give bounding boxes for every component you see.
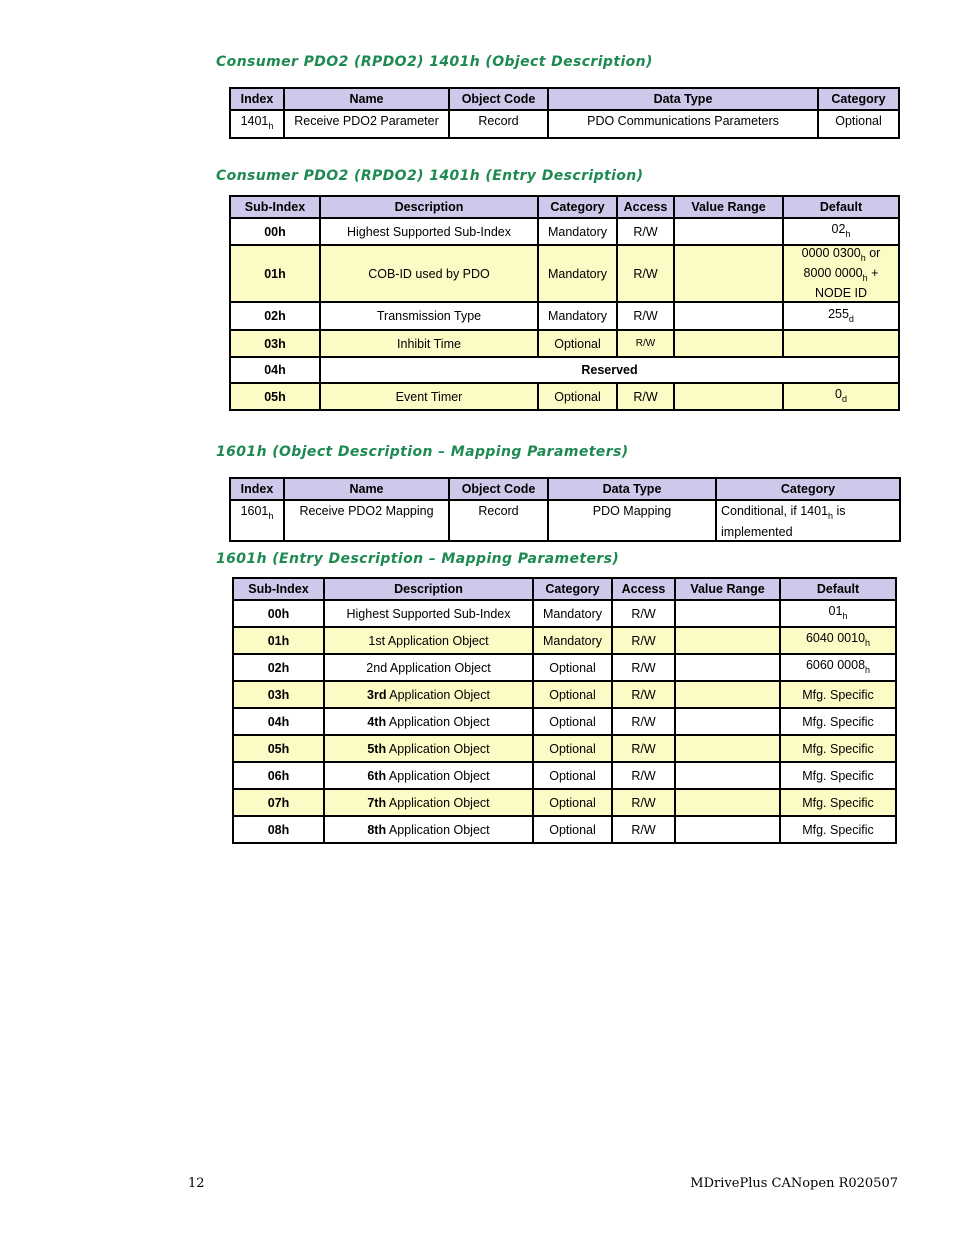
- default-cell: Mfg. Specific: [780, 816, 896, 843]
- data-type-cell: PDO Mapping: [548, 500, 716, 541]
- col-header: Description: [324, 578, 533, 600]
- col-header: Access: [612, 578, 675, 600]
- col-header: Description: [320, 196, 538, 218]
- col-header: Index: [230, 478, 284, 500]
- default-cell: $01_h$: [780, 600, 896, 627]
- col-header: Data Type: [548, 88, 818, 110]
- table-row: [230, 218, 899, 245]
- table-row: [230, 383, 899, 410]
- default-cell: Mfg. Specific: [780, 789, 896, 816]
- description-cell: 4th Application Object: [324, 708, 533, 735]
- value-range-cell: [675, 708, 780, 735]
- col-header: Sub-Index: [233, 578, 324, 600]
- col-header: Object Code: [449, 478, 548, 500]
- sub-index-cell: 05h: [230, 383, 320, 410]
- category-cell: Conditional, if $1401_h$ is implemented: [716, 500, 900, 541]
- value-range-cell: [674, 383, 783, 410]
- name-cell: Receive PDO2 Parameter: [284, 110, 449, 138]
- category-cell: Optional: [533, 654, 612, 681]
- category-cell: Optional: [533, 789, 612, 816]
- category-cell: Mandatory: [538, 302, 617, 330]
- default-cell: $255_d$: [783, 302, 899, 330]
- sub-index-cell: 03h: [233, 681, 324, 708]
- sub-index-cell: 00h: [233, 600, 324, 627]
- section-heading-1601-entry: 1601h (Entry Description – Mapping Parameters): [216, 551, 620, 567]
- col-header: Sub-Index: [230, 196, 320, 218]
- default-cell: Mfg. Specific: [780, 762, 896, 789]
- table-header-row: [230, 196, 899, 218]
- table-1601-object: [229, 477, 901, 542]
- sub-index-cell: 05h: [233, 735, 324, 762]
- category-cell: Mandatory: [538, 245, 617, 302]
- col-header: Value Range: [674, 196, 783, 218]
- name-cell: Receive PDO2 Mapping: [284, 500, 449, 541]
- category-cell: Optional: [538, 383, 617, 410]
- access-cell: R/W: [617, 383, 674, 410]
- value-range-cell: [675, 627, 780, 654]
- col-header: Index: [230, 88, 284, 110]
- description-cell: 8th Application Object: [324, 816, 533, 843]
- document-title: MDrivePlus CANopen R020507: [690, 1176, 898, 1191]
- access-cell: R/W: [612, 708, 675, 735]
- description-cell: Inhibit Time: [320, 330, 538, 357]
- table-1401-object: [229, 87, 900, 139]
- access-cell: R/W: [612, 816, 675, 843]
- sub-index-cell: 02h: [230, 302, 320, 330]
- table-row: [233, 762, 896, 789]
- access-cell: R/W: [617, 245, 674, 302]
- description-cell: COB-ID used by PDO: [320, 245, 538, 302]
- data-type-cell: PDO Communications Parameters: [548, 110, 818, 138]
- table-row: [230, 330, 899, 357]
- col-header: Default: [783, 196, 899, 218]
- access-cell: R/W: [612, 789, 675, 816]
- category-cell: Mandatory: [533, 627, 612, 654]
- default-cell: Mfg. Specific: [780, 708, 896, 735]
- sub-index-cell: 06h: [233, 762, 324, 789]
- access-cell: R/W: [612, 654, 675, 681]
- col-header: Name: [284, 478, 449, 500]
- col-header: Object Code: [449, 88, 548, 110]
- table-row: [233, 600, 896, 627]
- col-header: Category: [818, 88, 899, 110]
- reserved-cell: Reserved: [320, 357, 899, 383]
- col-header: Category: [533, 578, 612, 600]
- category-cell: Optional: [533, 708, 612, 735]
- table-row: [233, 789, 896, 816]
- category-cell: Mandatory: [533, 600, 612, 627]
- sub-index-cell: 02h: [233, 654, 324, 681]
- value-range-cell: [675, 789, 780, 816]
- description-cell: 1st Application Object: [324, 627, 533, 654]
- table-1601-entry: [232, 577, 897, 844]
- default-cell: $0_d$: [783, 383, 899, 410]
- sub-index-cell: 04h: [230, 357, 320, 383]
- section-heading-1601-object: 1601h (Object Description – Mapping Parameters): [216, 444, 629, 460]
- category-cell: Optional: [533, 762, 612, 789]
- table-row: [233, 708, 896, 735]
- table-row: [233, 681, 896, 708]
- col-header: Data Type: [548, 478, 716, 500]
- description-cell: 2nd Application Object: [324, 654, 533, 681]
- description-cell: Transmission Type: [320, 302, 538, 330]
- sub-index-cell: 03h: [230, 330, 320, 357]
- object-code-cell: Record: [449, 500, 548, 541]
- sub-index-cell: 01h: [230, 245, 320, 302]
- col-header: Access: [617, 196, 674, 218]
- col-header: Category: [538, 196, 617, 218]
- col-header: Name: [284, 88, 449, 110]
- sub-index-cell: 07h: [233, 789, 324, 816]
- access-cell: R/W: [617, 302, 674, 330]
- table-row: [230, 110, 899, 138]
- sub-index-cell: 08h: [233, 816, 324, 843]
- sub-index-cell: 04h: [233, 708, 324, 735]
- access-cell: R/W: [617, 218, 674, 245]
- category-cell: Optional: [533, 681, 612, 708]
- col-header: Category: [716, 478, 900, 500]
- description-cell: Highest Supported Sub-Index: [320, 218, 538, 245]
- value-range-cell: [675, 600, 780, 627]
- table-row: [230, 245, 899, 302]
- section-heading-1401-entry: Consumer PDO2 (RPDO2) 1401h (Entry Description): [216, 168, 644, 184]
- default-cell: $02_h$: [783, 218, 899, 245]
- description-cell: Highest Supported Sub-Index: [324, 600, 533, 627]
- description-cell: 7th Application Object: [324, 789, 533, 816]
- category-cell: Optional: [533, 735, 612, 762]
- access-cell: R/W: [612, 735, 675, 762]
- value-range-cell: [674, 302, 783, 330]
- table-header-row: [230, 88, 899, 110]
- default-cell: 0000 $0300_h$ or 8000 $0000_h$ + NODE ID: [783, 245, 899, 302]
- value-range-cell: [674, 218, 783, 245]
- table-row: [230, 500, 900, 541]
- default-cell: [783, 330, 899, 357]
- table-header-row: [233, 578, 896, 600]
- table-1401-entry: [229, 195, 900, 411]
- access-cell: R/W: [612, 600, 675, 627]
- value-range-cell: [674, 245, 783, 302]
- value-range-cell: [675, 654, 780, 681]
- value-range-cell: [675, 681, 780, 708]
- access-cell: R/W: [612, 681, 675, 708]
- table-row: [233, 654, 896, 681]
- index-cell: $1401_h$: [230, 110, 284, 138]
- description-cell: 5th Application Object: [324, 735, 533, 762]
- description-cell: 6th Application Object: [324, 762, 533, 789]
- value-range-cell: [674, 330, 783, 357]
- table-row: [230, 357, 899, 383]
- index-cell: $1601_h$: [230, 500, 284, 541]
- default-cell: 6040 $0010_h$: [780, 627, 896, 654]
- sub-index-cell: 00h: [230, 218, 320, 245]
- col-header: Value Range: [675, 578, 780, 600]
- access-cell: R/W: [612, 762, 675, 789]
- table-row: [233, 816, 896, 843]
- description-cell: Event Timer: [320, 383, 538, 410]
- default-cell: 6060 $0008_h$: [780, 654, 896, 681]
- description-cell: 3rd Application Object: [324, 681, 533, 708]
- default-cell: Mfg. Specific: [780, 681, 896, 708]
- sub-index-cell: 01h: [233, 627, 324, 654]
- access-cell: R/W: [612, 627, 675, 654]
- value-range-cell: [675, 735, 780, 762]
- category-cell: Optional: [538, 330, 617, 357]
- section-heading-1401-object: Consumer PDO2 (RPDO2) 1401h (Object Description): [216, 54, 653, 70]
- default-cell: Mfg. Specific: [780, 735, 896, 762]
- access-cell: R/W: [617, 330, 674, 357]
- table-row: [233, 627, 896, 654]
- category-cell: Optional: [818, 110, 899, 138]
- value-range-cell: [675, 816, 780, 843]
- value-range-cell: [675, 762, 780, 789]
- col-header: Default: [780, 578, 896, 600]
- table-row: [230, 302, 899, 330]
- category-cell: Mandatory: [538, 218, 617, 245]
- page-number: 12: [188, 1176, 205, 1191]
- category-cell: Optional: [533, 816, 612, 843]
- table-header-row: [230, 478, 900, 500]
- object-code-cell: Record: [449, 110, 548, 138]
- table-row: [233, 735, 896, 762]
